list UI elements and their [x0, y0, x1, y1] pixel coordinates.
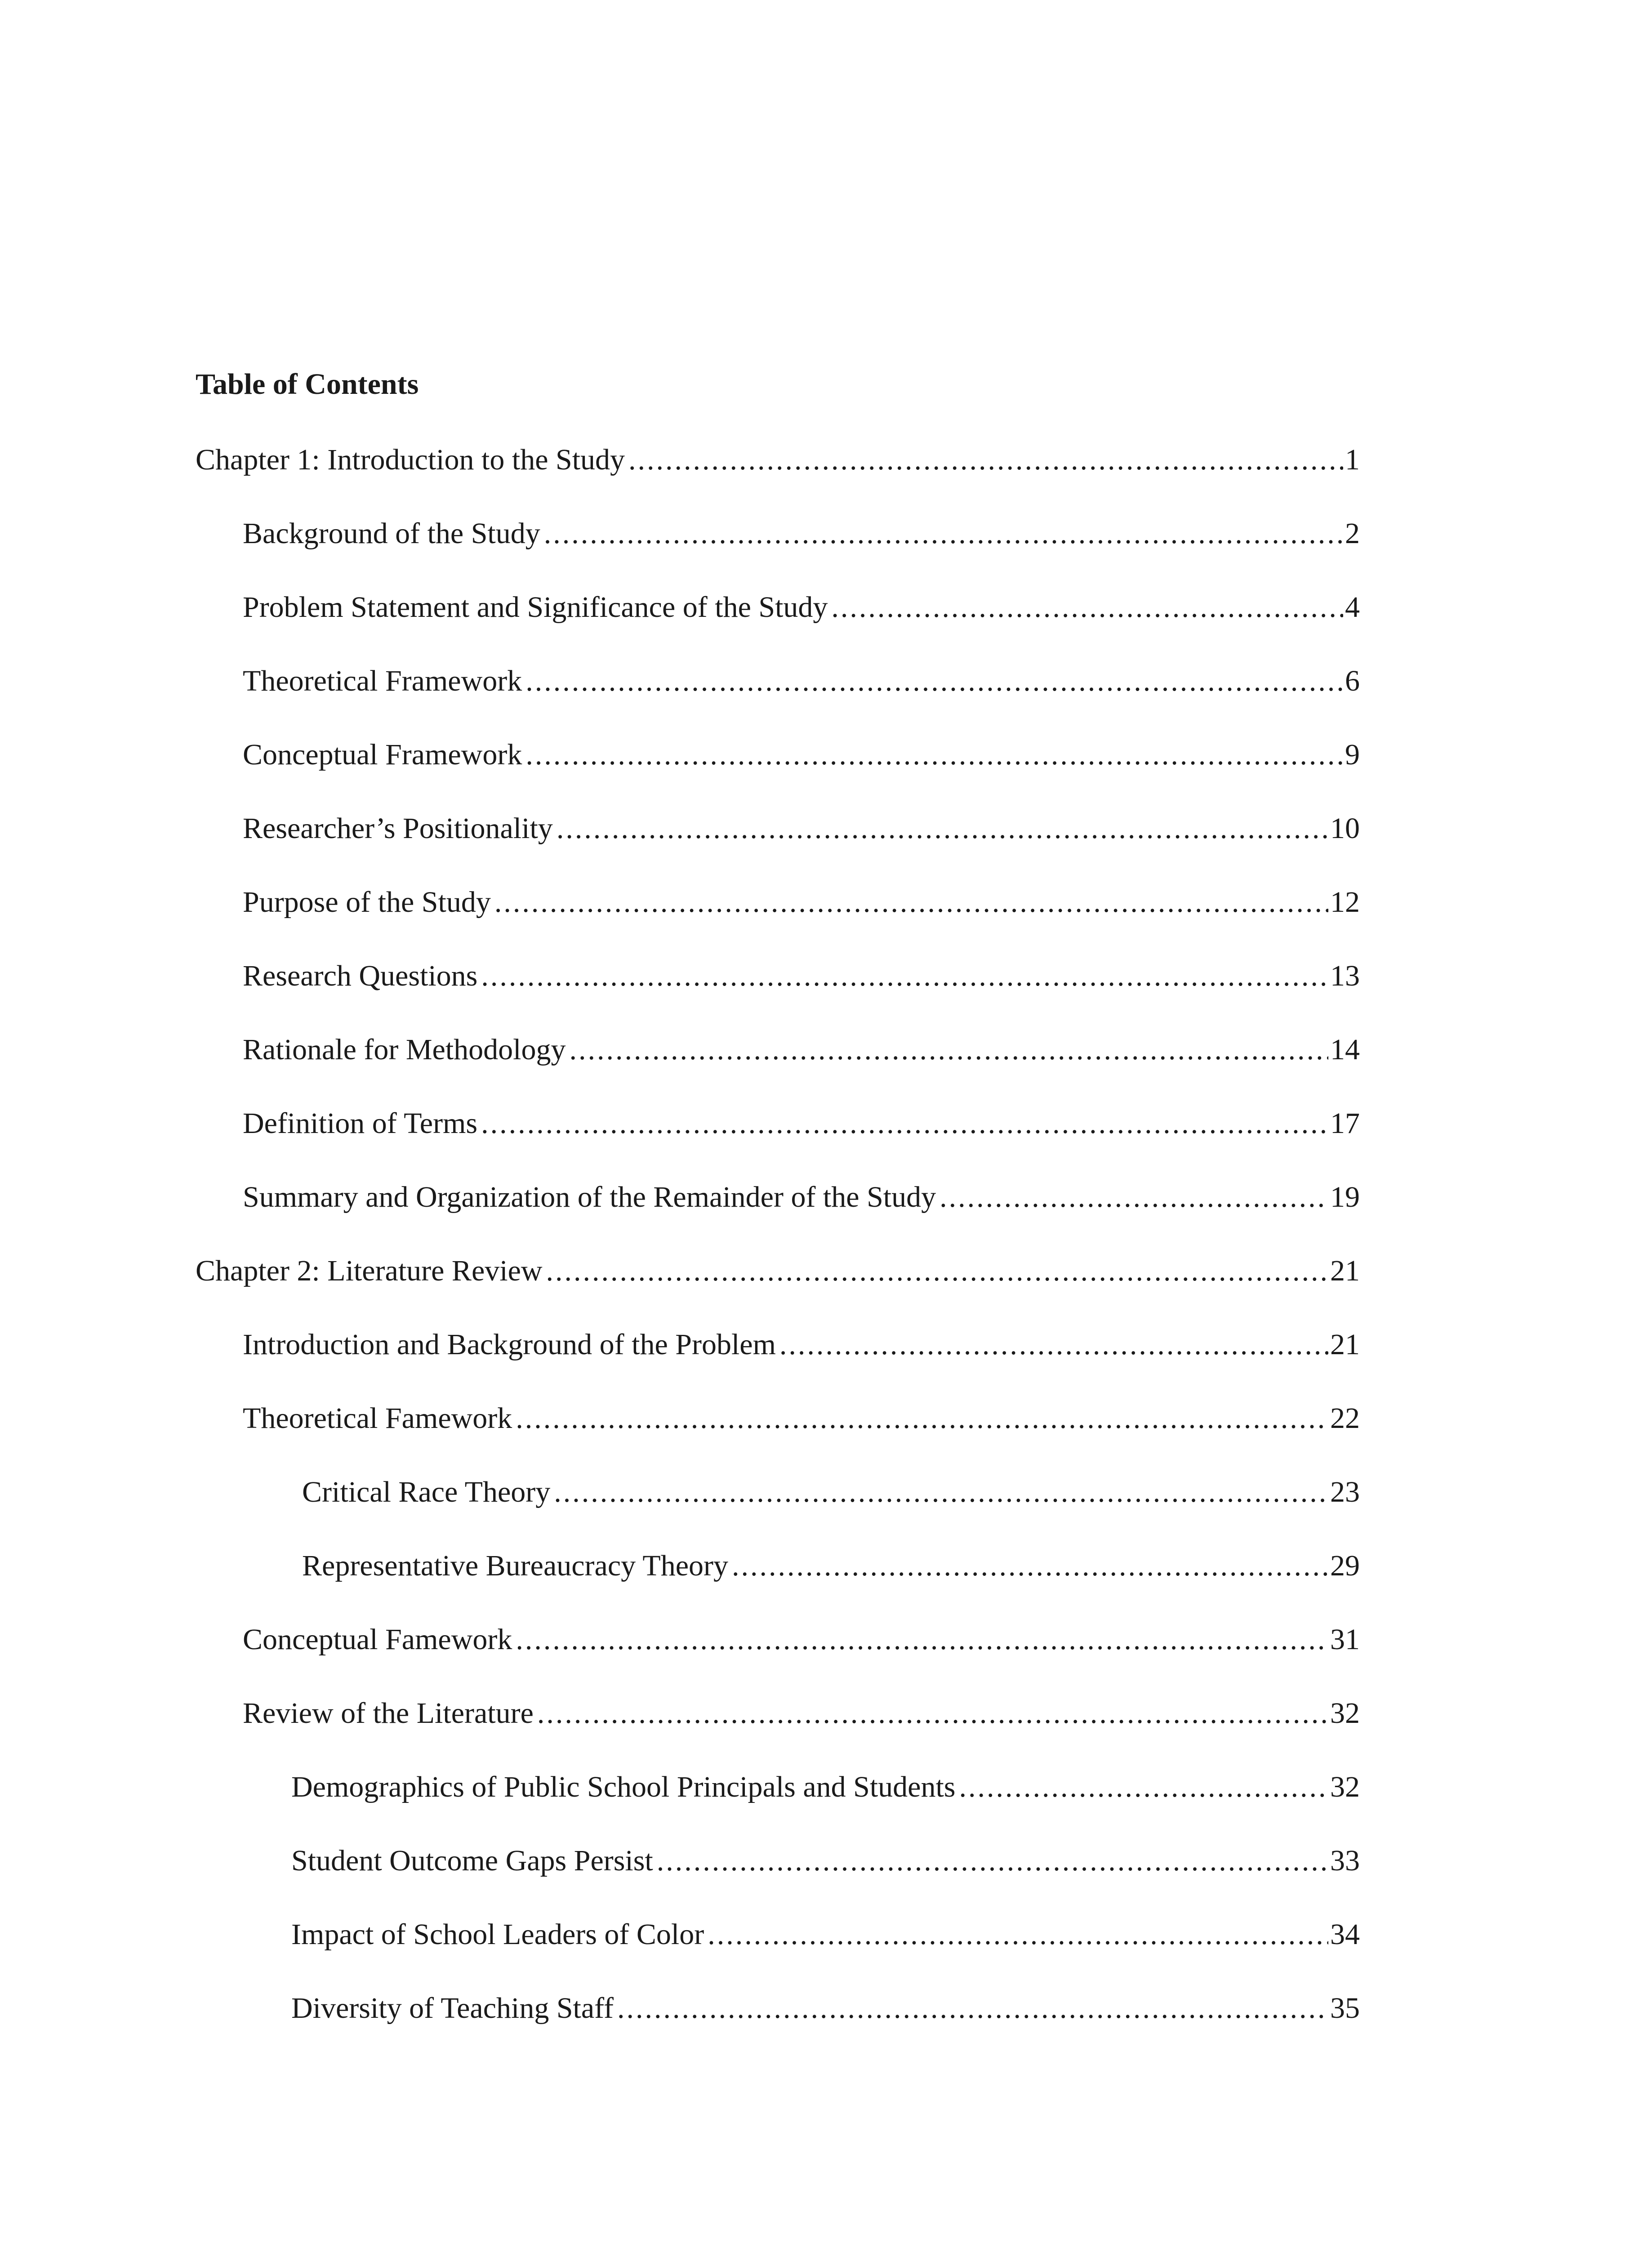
dot-leader [831, 593, 1343, 622]
toc-entry-page-number: 10 [1330, 812, 1360, 845]
toc-entry-title: Summary and Organization of the Remainder of the Study [243, 1181, 936, 1213]
toc-entry [243, 1035, 1360, 1065]
toc-entry-title: Research Questions [243, 959, 478, 992]
toc-entry-title: Definition of Terms [243, 1107, 478, 1140]
dot-leader [617, 1994, 1328, 2023]
toc-entry-page-number: 23 [1330, 1476, 1360, 1508]
toc-entry [291, 1994, 1360, 2023]
toc-entry-title: Conceptual Famework [243, 1623, 512, 1656]
toc-entry-title: Critical Race Theory [302, 1476, 551, 1508]
toc-entry-title: Rationale for Methodology [243, 1033, 566, 1066]
toc-entry-title: Problem Statement and Significance of the Study [243, 591, 828, 624]
dot-leader [657, 1846, 1328, 1876]
toc-entry [243, 593, 1360, 622]
toc-entry [291, 1920, 1360, 1949]
toc-entry-page-number: 21 [1330, 1328, 1360, 1361]
toc-entry-page-number: 35 [1330, 1992, 1360, 2025]
dot-leader [544, 519, 1343, 549]
dot-leader [779, 1330, 1328, 1360]
toc-entry-page-number: 32 [1330, 1697, 1360, 1730]
toc-entry-page-number: 1 [1345, 443, 1360, 476]
toc-entry [243, 888, 1360, 917]
toc-entry [196, 445, 1360, 475]
toc-entry-title: Chapter 2: Literature Review [196, 1254, 543, 1287]
toc-entry-page-number: 17 [1330, 1107, 1360, 1140]
toc-entry-title: Student Outcome Gaps Persist [291, 1844, 653, 1877]
toc-entry-page-number: 12 [1330, 886, 1360, 919]
toc-entry [291, 1772, 1360, 1802]
dot-leader [481, 1109, 1328, 1138]
toc-entry [243, 740, 1360, 770]
toc-entry-page-number: 34 [1330, 1918, 1360, 1951]
toc-entry [196, 1256, 1360, 1286]
toc-entry-page-number: 2 [1345, 517, 1360, 550]
toc-entry-page-number: 21 [1330, 1254, 1360, 1287]
toc-entry [243, 1699, 1360, 1728]
dot-leader [516, 1404, 1328, 1433]
dot-leader [525, 666, 1343, 696]
toc-entry-page-number: 33 [1330, 1844, 1360, 1877]
toc-entry-title: Chapter 1: Introduction to the Study [196, 443, 625, 476]
dot-leader [628, 445, 1343, 475]
dot-leader [959, 1772, 1329, 1802]
toc-entry-page-number: 9 [1345, 738, 1360, 771]
dot-leader [481, 961, 1328, 991]
toc-entry-title: Representative Bureaucracy Theory [302, 1549, 729, 1582]
dot-leader [557, 814, 1328, 843]
dot-leader [732, 1551, 1328, 1581]
toc-entry-page-number: 14 [1330, 1033, 1360, 1066]
toc-entry-title: Researcher’s Positionality [243, 812, 553, 845]
dot-leader [570, 1035, 1328, 1065]
toc-entry-page-number: 22 [1330, 1402, 1360, 1435]
toc-entry [302, 1477, 1360, 1507]
toc-entry-title: Impact of School Leaders of Color [291, 1918, 704, 1951]
toc-entry-page-number: 31 [1330, 1623, 1360, 1656]
toc-entry-title: Introduction and Background of the Problem [243, 1328, 776, 1361]
toc-entry-title: Conceptual Framework [243, 738, 522, 771]
toc-entry-page-number: 4 [1345, 591, 1360, 624]
toc-entry-title: Purpose of the Study [243, 886, 491, 919]
toc-entry [243, 1182, 1360, 1212]
toc-entry [243, 666, 1360, 696]
toc-entry [243, 519, 1360, 549]
toc-entry-page-number: 32 [1330, 1771, 1360, 1803]
toc-entry-title: Demographics of Public School Principals and Students [291, 1771, 956, 1803]
toc-entry-page-number: 29 [1330, 1549, 1360, 1582]
toc-entry [243, 1109, 1360, 1138]
dot-leader [516, 1625, 1328, 1655]
toc-entry-page-number: 13 [1330, 959, 1360, 992]
toc-entry-title: Background of the Study [243, 517, 540, 550]
toc-entry [291, 1846, 1360, 1876]
toc-entry [243, 814, 1360, 843]
dot-leader [546, 1256, 1328, 1286]
dot-leader [525, 740, 1343, 770]
dot-leader [940, 1182, 1328, 1212]
toc-entry [302, 1551, 1360, 1581]
toc-entry [243, 1404, 1360, 1433]
toc-entry-page-number: 6 [1345, 665, 1360, 697]
toc-entry [243, 1330, 1360, 1360]
dot-leader [537, 1699, 1328, 1728]
toc-entry-title: Theoretical Famework [243, 1402, 512, 1435]
toc-entry-title: Diversity of Teaching Staff [291, 1992, 614, 2025]
toc-entry-title: Review of the Literature [243, 1697, 534, 1730]
toc-entry [243, 961, 1360, 991]
toc-entry [243, 1625, 1360, 1655]
dot-leader [708, 1920, 1328, 1949]
dot-leader [494, 888, 1328, 917]
toc-entry-title: Theoretical Framework [243, 665, 522, 697]
toc-entry-page-number: 19 [1330, 1181, 1360, 1213]
toc-title: Table of Contents [196, 368, 419, 401]
dot-leader [554, 1477, 1328, 1507]
